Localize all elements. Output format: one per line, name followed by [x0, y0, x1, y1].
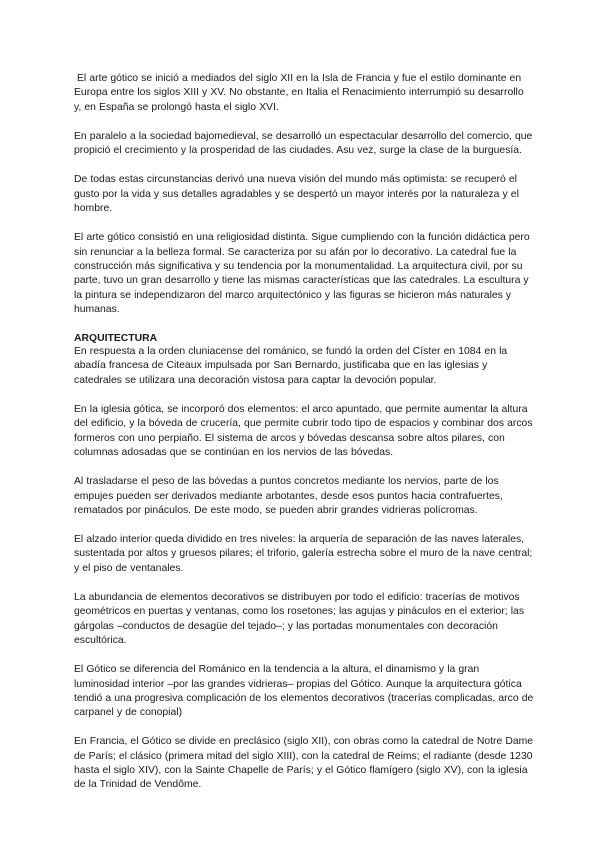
- intro-paragraph-4: El arte gótico consistió en una religiosidad distinta. Sigue cumpliendo con la función didáctica pero sin renunciar a la belleza formal. Se caracteriza por su afán por lo decorativo. La catedral fue la construcción más significativa y su tendencia por la monumentalidad. La arquitectura civil, por su parte, tuvo un gran desarrollo y tiene las mismas características que las catedrales. La escultura y la pintura se independizaron del marco arquitectónico y las figuras se hicieron más naturales y humanas.: [74, 232, 530, 315]
- arch-paragraph-7: En Francia, el Gótico se divide en preclásico (siglo XII), con obras como la catedral de Notre Dame de París; el clásico (primera mitad del siglo XIII), con la catedral de Reims; el radiante (desde 1230 hasta el siglo XIV), con la Sainte Chapelle de París; y el Gótico flamígero (siglo XV), con la iglesia de la Trinidad de Vendôme.: [74, 736, 534, 791]
- arch-paragraph-5: La abundancia de elementos decorativos se distribuyen por todo el edificio: tracerías de motivos geométricos en puertas y ventanas, como los rosetones; las agujas y pináculos en el exterior; las gárgolas –conductos de desagüe del tejado–; y las portadas monumentales con decoración escultórica.: [74, 592, 525, 646]
- intro-paragraph-1: El arte gótico se inició a mediados del siglo XII en la Isla de Francia y fue el estilo dominante en Europa entre los siglos XIII y XV. No obstante, en Italia el Renacimiento interrumpió su desarrollo y, en España se prolongó hasta el siglo XVI.: [74, 73, 524, 113]
- arch-paragraph-6: El Gótico se diferencia del Románico en la tendencia a la altura, el dinamismo y la gran luminosidad interior –por las grandes vidrieras– propias del Gótico. Aunque la arquitectura gótica tendió a una progresiva complicación de los elementos decorativos (tracerías complicadas, arco de carpanel y de conopial): [74, 664, 534, 719]
- intro-paragraph-3: De todas estas circunstancias derivó una nueva visión del mundo más optimista: se recuperó el gusto por la vida y sus detalles agradables y se despertó un mayor interés por la naturaleza y el hombre.: [74, 174, 519, 215]
- arch-paragraph-3: Al trasladarse el peso de las bóvedas a puntos concretos mediante los nervios, parte de los empujes pueden ser derivados mediante arbotantes, desde esos puntos hacia contrafuertes, rematados por pináculos. De este modo, se pueden abrir grandes vidrieras polícromas.: [74, 476, 503, 516]
- section-heading-arquitectura: ARQUITECTURA: [74, 333, 158, 345]
- arch-paragraph-4: El alzado interior queda dividido en tres niveles: la arquería de separación de las naves laterales, sustentada por altos y gruesos pilares; el triforio, galería estrecha sobre el muro de la nave central; y el piso de ventanales.: [74, 534, 533, 574]
- document-page: [74, 72, 534, 808]
- intro-paragraph-2: En paralelo a la sociedad bajomedieval, se desarrolló un espectacular desarrollo del comercio, que propició el crecimiento y la prosperidad de las ciudades. Asu vez, surge la clase de la burguesía.: [74, 130, 533, 157]
- arch-paragraph-1: En respuesta a la orden cluniacense del románico, se fundó la orden del Císter en 1084 en la abadía francesa de Citeaux impulsada por San Bernardo, justificaba que en las iglesias y catedrales se utilizara una decoración vistosa para captar la devoción popular.: [74, 346, 508, 386]
- arch-paragraph-2: En la iglesia gótica, se incorporó dos elementos: el arco apuntado, que permite aumentar la altura del edificio, y la bóveda de crucería, que permite cubrir todo tipo de espacios y combinar dos arcos formeros con uno perpiaño. El sistema de arcos y bóvedas descansa sobre altos pilares, con columnas adosadas que se continúan en los nervios de las bóvedas.: [74, 404, 533, 458]
